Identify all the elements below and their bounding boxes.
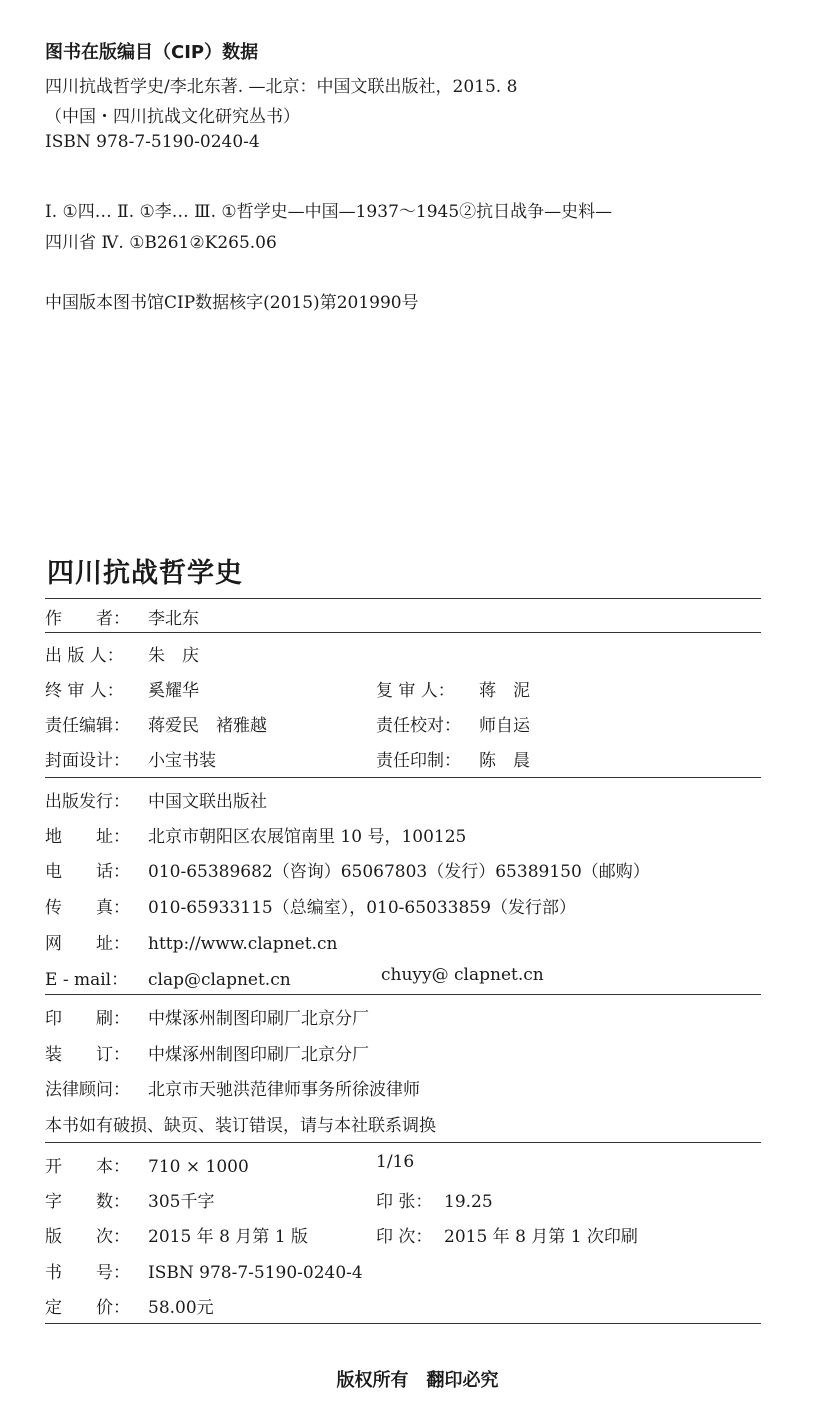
format-row: 开 本： 710 × 1000 [45,1157,249,1177]
impression-row: 印 次： 2015 年 8 月第 1 次印刷 [376,1227,638,1247]
editor-row: 责任编辑： 蒋爱民 褚雅越 [45,716,267,736]
format-extra: 1/16 [376,1152,415,1172]
author-row: 作 者： 李北东 [45,609,199,629]
price-row: 定 价： 58.00元 [45,1298,214,1318]
notice-row: 本书如有破损、缺页、装订错误，请与本社联系调换 [45,1116,436,1136]
email-2[interactable]: chuyy@ clapnet.cn [381,965,544,985]
edition-row: 版 次： 2015 年 8 月第 1 版 [45,1227,308,1247]
fax-row: 传 真： 010-65933115（总编室），010-65033859（发行部） [45,898,576,918]
sheets-row: 印 张： 19.25 [376,1192,493,1212]
cip-heading: 图书在版编目（CIP）数据 [45,42,259,63]
cip-line-1: 四川抗战哲学史/李北东著. —北京：中国文联出版社，2015. 8 [45,77,518,97]
phone-row: 电 话： 010-65389682（咨询）65067803（发行）65389150（邮购） [45,862,650,882]
divider [45,994,761,995]
website-link[interactable]: http://www.clapnet.cn [148,934,338,954]
isbn-row: 书 号： ISBN 978-7-5190-0240-4 [45,1263,363,1283]
divider [45,598,761,599]
cip-class-line-2: 四川省 Ⅳ. ①B261②K265.06 [45,233,277,253]
print-row: 印 刷： 中煤涿州制图印刷厂北京分厂 [45,1009,369,1029]
website-row: 网 址： http://www.clapnet.cn [45,934,338,954]
divider [45,1142,761,1143]
print-manager-row: 责任印制： 陈 晨 [376,751,530,771]
re-review-row: 复 审 人： 蒋 泥 [376,681,530,701]
book-title: 四川抗战哲学史 [47,558,243,589]
final-review-row: 终 审 人： 奚耀华 [45,681,199,701]
cip-series: （中国・四川抗战文化研究丛书） [45,107,300,127]
words-row: 字 数： 305千字 [45,1192,215,1212]
divider [45,632,761,633]
cip-isbn: ISBN 978-7-5190-0240-4 [45,132,260,152]
cip-class-line-1: Ⅰ. ①四… Ⅱ. ①李… Ⅲ. ①哲学史—中国—1937～1945②抗日战争—史料— [45,202,613,222]
publisher-row: 出 版 人： 朱 庆 [45,646,199,666]
proof-row: 责任校对： 师自运 [376,716,530,736]
law-row: 法律顾问： 北京市天驰洪范律师事务所徐波律师 [45,1080,420,1100]
cover-row: 封面设计： 小宝书装 [45,751,216,771]
cip-verify: 中国版本图书馆CIP数据核字(2015)第201990号 [45,293,419,313]
address-row: 地 址： 北京市朝阳区农展馆南里 10 号，100125 [45,827,467,847]
bind-row: 装 订： 中煤涿州制图印刷厂北京分厂 [45,1045,369,1065]
divider [45,777,761,778]
copyright-notice: 版权所有 翻印必究 [336,1370,499,1391]
email-1[interactable]: clap@clapnet.cn [148,970,291,990]
email-row: E - mail： clap@clapnet.cn [45,970,291,990]
divider [45,1323,761,1324]
distributor-row: 出版发行： 中国文联出版社 [45,792,267,812]
